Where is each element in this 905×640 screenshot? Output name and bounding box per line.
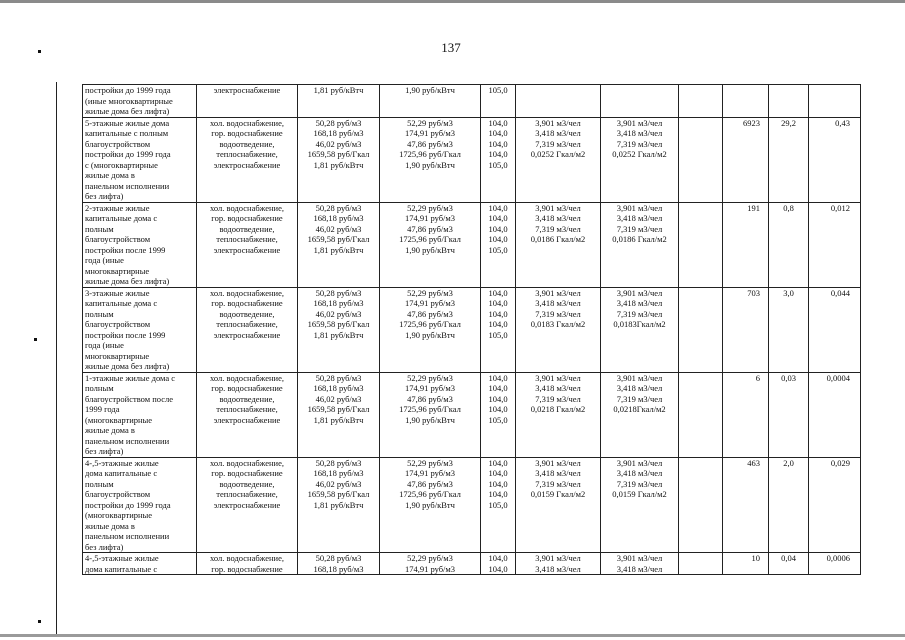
cell-line: 3,418 м3/чел xyxy=(535,298,581,308)
cell-line: 3,901 м3/чел xyxy=(616,117,663,128)
cell-line: 52,29 руб/м3 xyxy=(407,117,453,128)
cell-line: хол. водоснабжение, xyxy=(209,553,285,563)
cell-line: 46,02 руб/м3 xyxy=(315,138,362,149)
row-category xyxy=(83,287,197,372)
table-row xyxy=(83,117,861,202)
row-services xyxy=(197,117,298,202)
cell-line: 1-этажные жилые дома с xyxy=(85,372,176,383)
cell-line: 0,0218Гкал/м2 xyxy=(613,404,666,414)
page-number: 137 xyxy=(441,40,461,55)
cell-line: благоустройством xyxy=(85,138,151,149)
scan-dot xyxy=(38,620,41,623)
row-services xyxy=(197,553,298,575)
cell-line: 7,319 м3/чел xyxy=(616,138,663,149)
row-norm-new xyxy=(601,117,679,202)
cell-line: 3,901 м3/чел xyxy=(616,457,663,468)
row-category xyxy=(83,202,197,287)
cell-line: 52,29 руб/м3 xyxy=(407,287,453,298)
cell-line: электроснабжение xyxy=(213,414,281,425)
row-share-percent xyxy=(769,85,809,118)
row-share-percent: 2,0 xyxy=(769,457,809,553)
cell-line: 7,319 м3/чел xyxy=(616,223,663,234)
cell-line: 50,28 руб/м3 xyxy=(315,372,362,383)
scan-dot xyxy=(38,50,41,53)
row-share-percent: 0,03 xyxy=(769,372,809,457)
row-category xyxy=(83,553,197,575)
cell-line: без лифта) xyxy=(85,191,124,201)
cell-line: 174,91 руб/м3 xyxy=(404,468,456,478)
cell-line: 1,90 руб/кВтч xyxy=(405,244,455,255)
cell-line: теплоснабжение, xyxy=(216,489,278,499)
cell-line: гор. водоснабжение xyxy=(211,468,283,478)
row-count-households: 191 xyxy=(723,202,769,287)
cell-line: постройки до 1999 года xyxy=(85,499,171,510)
cell-line: 1,90 руб/кВтч xyxy=(405,414,455,425)
row-share-percent: 0,04 xyxy=(769,553,809,575)
cell-line: теплоснабжение, xyxy=(216,319,278,329)
row-index xyxy=(481,372,516,457)
cell-line: 1,81 руб/кВтч xyxy=(313,414,364,425)
cell-line: 0,0186 Гкал/м2 xyxy=(612,234,667,244)
cell-line: 0,0183Гкал/м2 xyxy=(613,319,666,329)
cell-line: благоустройством xyxy=(85,489,151,499)
cell-line: теплоснабжение, xyxy=(216,404,278,414)
cell-line: водоотведение, xyxy=(219,223,275,234)
cell-line: гор. водоснабжение xyxy=(211,128,283,138)
cell-line: 105,0 xyxy=(488,499,508,510)
cell-line: 105,0 xyxy=(488,159,508,170)
row-share-value: 0,012 xyxy=(809,202,861,287)
scan-edge-bottom xyxy=(0,634,905,637)
cell-line: года (иные xyxy=(85,340,124,350)
cell-line: хол. водоснабжение, xyxy=(209,372,285,383)
row-index xyxy=(481,553,516,575)
cell-line: 50,28 руб/м3 xyxy=(315,202,362,213)
cell-line: постройки до 1999 года xyxy=(85,85,171,95)
cell-line: 1659,58 руб/Гкал xyxy=(307,404,370,414)
cell-line: 104,0 xyxy=(488,138,508,149)
cell-line: гор. водоснабжение xyxy=(211,383,283,393)
cell-line: 3,418 м3/чел xyxy=(616,128,663,138)
row-category xyxy=(83,85,197,118)
cell-line: 104,0 xyxy=(488,563,508,574)
cell-line: 1,81 руб/кВтч xyxy=(313,499,364,510)
cell-line: хол. водоснабжение, xyxy=(209,202,285,213)
cell-line: 174,91 руб/м3 xyxy=(404,213,456,223)
cell-line: электроснабжение xyxy=(213,499,281,510)
row-norm-old xyxy=(516,85,601,118)
row-rate-old xyxy=(298,457,380,553)
row-category xyxy=(83,372,197,457)
cell-line: 104,0 xyxy=(488,298,508,308)
cell-line: полным xyxy=(85,308,114,319)
cell-line: 104,0 xyxy=(488,553,508,563)
cell-line: 174,91 руб/м3 xyxy=(404,128,456,138)
row-norm-new xyxy=(601,202,679,287)
row-count-households: 463 xyxy=(723,457,769,553)
row-rate-new xyxy=(380,85,481,118)
cell-line: (многоквартирные xyxy=(85,414,153,425)
row-empty-cell xyxy=(679,553,723,575)
row-empty-cell xyxy=(679,85,723,118)
cell-line: 7,319 м3/чел xyxy=(535,393,581,404)
cell-line: дома капитальные с xyxy=(85,468,158,478)
cell-line: 0,0252 Гкал/м2 xyxy=(530,149,586,159)
cell-line: 7,319 м3/чел xyxy=(535,308,581,319)
cell-line: 47,86 руб/м3 xyxy=(407,308,453,319)
cell-line: 104,0 xyxy=(488,457,508,468)
row-share-value: 0,43 xyxy=(809,117,861,202)
row-norm-new xyxy=(601,287,679,372)
row-share-value xyxy=(809,85,861,118)
cell-line: 4-,5-этажные жилые xyxy=(85,457,159,468)
cell-line: 3,901 м3/чел xyxy=(616,287,663,298)
cell-line: (многоквартирные xyxy=(85,510,153,520)
cell-line: 104,0 xyxy=(488,149,508,159)
row-rate-new xyxy=(380,553,481,575)
row-index xyxy=(481,287,516,372)
table-row xyxy=(83,287,861,372)
cell-line: 3,901 м3/чел xyxy=(616,202,663,213)
row-services xyxy=(197,372,298,457)
row-services xyxy=(197,85,298,118)
cell-line: электроснабжение xyxy=(213,159,281,170)
row-index xyxy=(481,457,516,553)
cell-line: 0,0159 Гкал/м2 xyxy=(530,489,586,499)
row-norm-old xyxy=(516,202,601,287)
row-empty-cell xyxy=(679,117,723,202)
scan-edge-top xyxy=(0,0,905,3)
cell-line: 3,418 м3/чел xyxy=(535,383,581,393)
cell-line: 3,901 м3/чел xyxy=(535,202,581,213)
cell-line: благоустройством xyxy=(85,319,151,329)
cell-line: водоотведение, xyxy=(219,393,275,404)
cell-line: теплоснабжение, xyxy=(216,234,278,244)
table-row xyxy=(83,553,861,575)
cell-line: 105,0 xyxy=(488,244,508,255)
cell-line: 3,418 м3/чел xyxy=(535,468,581,478)
row-norm-old xyxy=(516,372,601,457)
cell-line: 104,0 xyxy=(488,383,508,393)
row-rate-old xyxy=(298,202,380,287)
cell-line: 52,29 руб/м3 xyxy=(407,372,453,383)
cell-line: 7,319 м3/чел xyxy=(616,393,663,404)
cell-line: 1999 года xyxy=(85,404,120,414)
cell-line: 104,0 xyxy=(488,489,508,499)
cell-line: 168,18 руб/м3 xyxy=(313,383,364,393)
cell-line: 174,91 руб/м3 xyxy=(404,563,456,574)
row-count-households xyxy=(723,85,769,118)
row-rate-old xyxy=(298,372,380,457)
scan-dot xyxy=(34,338,37,341)
cell-line: 0,0159 Гкал/м2 xyxy=(612,489,667,499)
cell-line: водоотведение, xyxy=(219,308,275,319)
cell-line: теплоснабжение, xyxy=(216,149,278,159)
table-row xyxy=(83,457,861,553)
cell-line: 104,0 xyxy=(488,202,508,213)
cell-line: гор. водоснабжение xyxy=(211,298,283,308)
row-count-households: 10 xyxy=(723,553,769,575)
cell-line: 168,18 руб/м3 xyxy=(313,128,364,138)
cell-line: 7,319 м3/чел xyxy=(535,223,581,234)
cell-line: панельном исполнении xyxy=(85,531,170,541)
cell-line: 104,0 xyxy=(488,117,508,128)
row-empty-cell xyxy=(679,202,723,287)
cell-line: 3,418 м3/чел xyxy=(616,563,663,574)
cell-line: 3,901 м3/чел xyxy=(535,457,581,468)
row-share-value: 0,044 xyxy=(809,287,861,372)
cell-line: 0,0186 Гкал/м2 xyxy=(530,234,586,244)
row-count-households: 703 xyxy=(723,287,769,372)
cell-line: 168,18 руб/м3 xyxy=(313,468,364,478)
row-index xyxy=(481,85,516,118)
cell-line: 50,28 руб/м3 xyxy=(315,117,362,128)
cell-line: 1,90 руб/кВтч xyxy=(405,159,455,170)
cell-line: 104,0 xyxy=(488,468,508,478)
cell-line: 7,319 м3/чел xyxy=(616,308,663,319)
cell-line: жилые дома без лифта) xyxy=(85,276,170,286)
cell-line: 1725,96 руб/Гкал xyxy=(399,319,461,329)
cell-line: капитальные дома с xyxy=(85,298,158,308)
cell-line: 3,418 м3/чел xyxy=(535,213,581,223)
cell-line: 7,319 м3/чел xyxy=(535,478,581,489)
cell-line: 46,02 руб/м3 xyxy=(315,393,362,404)
cell-line: 5-этажные жилые дома xyxy=(85,117,170,128)
cell-line: электроснабжение xyxy=(213,85,281,95)
cell-line: 104,0 xyxy=(488,372,508,383)
cell-line: капитальные дома с xyxy=(85,213,158,223)
row-services xyxy=(197,457,298,553)
row-rate-old xyxy=(298,117,380,202)
row-share-value: 0,0006 xyxy=(809,553,861,575)
cell-line: постройки после 1999 xyxy=(85,329,166,340)
cell-line: 4-,5-этажные жилые xyxy=(85,553,159,563)
cell-line: 1,90 руб/кВтч xyxy=(405,85,455,95)
row-index xyxy=(481,117,516,202)
cell-line: 168,18 руб/м3 xyxy=(313,213,364,223)
row-rate-new xyxy=(380,457,481,553)
cell-line: благоустройством после xyxy=(85,393,174,404)
row-rate-new xyxy=(380,287,481,372)
cell-line: 7,319 м3/чел xyxy=(535,138,581,149)
cell-line: многоквартирные xyxy=(85,265,150,276)
cell-line: водоотведение, xyxy=(219,478,275,489)
row-norm-new xyxy=(601,457,679,553)
cell-line: 1659,58 руб/Гкал xyxy=(307,489,370,499)
cell-line: 3,901 м3/чел xyxy=(535,372,581,383)
cell-line: полным xyxy=(85,383,114,393)
table-row xyxy=(83,85,861,118)
cell-line: 104,0 xyxy=(488,308,508,319)
cell-line: 1,81 руб/кВтч xyxy=(313,159,364,170)
cell-line: благоустройством xyxy=(85,234,151,244)
cell-line: 104,0 xyxy=(488,223,508,234)
cell-line: без лифта) xyxy=(85,446,124,456)
cell-line: 47,86 руб/м3 xyxy=(407,223,453,234)
cell-line: 174,91 руб/м3 xyxy=(404,298,456,308)
cell-line: 52,29 руб/м3 xyxy=(407,553,453,563)
cell-line: 174,91 руб/м3 xyxy=(404,383,456,393)
cell-line: 1725,96 руб/Гкал xyxy=(399,489,461,499)
cell-line: 3,418 м3/чел xyxy=(616,298,663,308)
cell-line: панельном исполнении xyxy=(85,180,170,191)
cell-line: 1725,96 руб/Гкал xyxy=(399,404,461,414)
cell-line: постройки после 1999 xyxy=(85,244,166,255)
row-share-percent: 3,0 xyxy=(769,287,809,372)
cell-line: 3,418 м3/чел xyxy=(535,128,581,138)
cell-line: 7,319 м3/чел xyxy=(616,478,663,489)
row-rate-old xyxy=(298,553,380,575)
row-empty-cell xyxy=(679,287,723,372)
row-norm-old xyxy=(516,457,601,553)
cell-line: 1659,58 руб/Гкал xyxy=(307,319,370,329)
table-row xyxy=(83,202,861,287)
row-rate-new xyxy=(380,117,481,202)
row-norm-new xyxy=(601,372,679,457)
cell-line: жилые дома в xyxy=(85,170,135,180)
cell-line: 105,0 xyxy=(488,414,508,425)
row-share-percent: 29,2 xyxy=(769,117,809,202)
cell-line: хол. водоснабжение, xyxy=(209,117,285,128)
row-index xyxy=(481,202,516,287)
tariff-table xyxy=(82,84,861,575)
row-category xyxy=(83,117,197,202)
row-category xyxy=(83,457,197,553)
cell-line: жилые дома в xyxy=(85,425,135,435)
cell-line: 1725,96 руб/Гкал xyxy=(399,149,461,159)
cell-line: 3,901 м3/чел xyxy=(616,553,663,563)
cell-line: панельном исполнении xyxy=(85,435,170,446)
cell-line: без лифта) xyxy=(85,541,124,552)
cell-line: 3,901 м3/чел xyxy=(535,117,581,128)
cell-line: 0,0218 Гкал/м2 xyxy=(530,404,586,414)
cell-line: 1,81 руб/кВтч xyxy=(313,85,364,95)
cell-line: водоотведение, xyxy=(219,138,275,149)
cell-line: 3,418 м3/чел xyxy=(616,468,663,478)
row-norm-old xyxy=(516,287,601,372)
cell-line: жилые дома без лифта) xyxy=(85,106,170,116)
cell-line: многоквартирные xyxy=(85,350,150,361)
row-services xyxy=(197,202,298,287)
cell-line: 1,90 руб/кВтч xyxy=(405,499,455,510)
cell-line: 1725,96 руб/Гкал xyxy=(399,234,461,244)
cell-line: 104,0 xyxy=(488,128,508,138)
row-norm-new xyxy=(601,85,679,118)
cell-line: 50,28 руб/м3 xyxy=(315,457,362,468)
table-row xyxy=(83,372,861,457)
cell-line: 104,0 xyxy=(488,478,508,489)
cell-line: 104,0 xyxy=(488,319,508,329)
cell-line: 46,02 руб/м3 xyxy=(315,223,362,234)
cell-line: капитальные с полным xyxy=(85,128,169,138)
cell-line: 105,0 xyxy=(488,85,508,95)
cell-line: 3,901 м3/чел xyxy=(535,287,581,298)
cell-line: 0,0252 Гкал/м2 xyxy=(612,149,667,159)
row-rate-new xyxy=(380,372,481,457)
row-norm-new xyxy=(601,553,679,575)
row-share-percent: 0,8 xyxy=(769,202,809,287)
row-norm-old xyxy=(516,553,601,575)
cell-line: 104,0 xyxy=(488,404,508,414)
cell-line: 3,901 м3/чел xyxy=(535,553,581,563)
cell-line: 1,81 руб/кВтч xyxy=(313,329,364,340)
cell-line: 1659,58 руб/Гкал xyxy=(307,149,370,159)
cell-line: 52,29 руб/м3 xyxy=(407,202,453,213)
cell-line: дома капитальные с xyxy=(85,563,158,574)
cell-line: полным xyxy=(85,223,114,234)
cell-line: 52,29 руб/м3 xyxy=(407,457,453,468)
cell-line: хол. водоснабжение, xyxy=(209,287,285,298)
cell-line: хол. водоснабжение, xyxy=(209,457,285,468)
cell-line: 50,28 руб/м3 xyxy=(315,287,362,298)
row-share-value: 0,029 xyxy=(809,457,861,553)
row-empty-cell xyxy=(679,457,723,553)
cell-line: постройки до 1999 года xyxy=(85,149,171,159)
cell-line: 3,418 м3/чел xyxy=(535,563,581,574)
cell-line: 1,90 руб/кВтч xyxy=(405,329,455,340)
cell-line: гор. водоснабжение xyxy=(211,563,283,574)
cell-line: электроснабжение xyxy=(213,244,281,255)
cell-line: 3,418 м3/чел xyxy=(616,383,663,393)
row-norm-old xyxy=(516,117,601,202)
cell-line: с (многоквартирные xyxy=(85,159,158,170)
cell-line: жилые дома без лифта) xyxy=(85,361,170,371)
cell-line: (иные многоквартирные xyxy=(85,95,173,106)
cell-line: полным xyxy=(85,478,114,489)
cell-line: 47,86 руб/м3 xyxy=(407,478,453,489)
row-empty-cell xyxy=(679,372,723,457)
cell-line: 1,81 руб/кВтч xyxy=(313,244,364,255)
row-rate-old xyxy=(298,287,380,372)
cell-line: 3,901 м3/чел xyxy=(616,372,663,383)
cell-line: 46,02 руб/м3 xyxy=(315,478,362,489)
cell-line: жилые дома в xyxy=(85,520,135,531)
cell-line: 1659,58 руб/Гкал xyxy=(307,234,370,244)
row-services xyxy=(197,287,298,372)
cell-line: 104,0 xyxy=(488,393,508,404)
cell-line: 47,86 руб/м3 xyxy=(407,393,453,404)
row-share-value: 0,0004 xyxy=(809,372,861,457)
cell-line: гор. водоснабжение xyxy=(211,213,283,223)
cell-line: 2-этажные жилые xyxy=(85,202,150,213)
cell-line: 0,0183 Гкал/м2 xyxy=(530,319,586,329)
cell-line: 50,28 руб/м3 xyxy=(315,553,362,563)
cell-line: 105,0 xyxy=(488,329,508,340)
cell-line: года (иные xyxy=(85,255,124,265)
cell-line: 168,18 руб/м3 xyxy=(313,563,364,574)
cell-line: 104,0 xyxy=(488,234,508,244)
row-count-households: 6 xyxy=(723,372,769,457)
cell-line: 47,86 руб/м3 xyxy=(407,138,453,149)
cell-line: 104,0 xyxy=(488,287,508,298)
row-count-households: 6923 xyxy=(723,117,769,202)
cell-line: 104,0 xyxy=(488,213,508,223)
margin-line xyxy=(56,82,57,634)
cell-line: 46,02 руб/м3 xyxy=(315,308,362,319)
cell-line: электроснабжение xyxy=(213,329,281,340)
cell-line: 168,18 руб/м3 xyxy=(313,298,364,308)
cell-line: 3,418 м3/чел xyxy=(616,213,663,223)
row-rate-old xyxy=(298,85,380,118)
cell-line: 3-этажные жилые xyxy=(85,287,150,298)
row-rate-new xyxy=(380,202,481,287)
